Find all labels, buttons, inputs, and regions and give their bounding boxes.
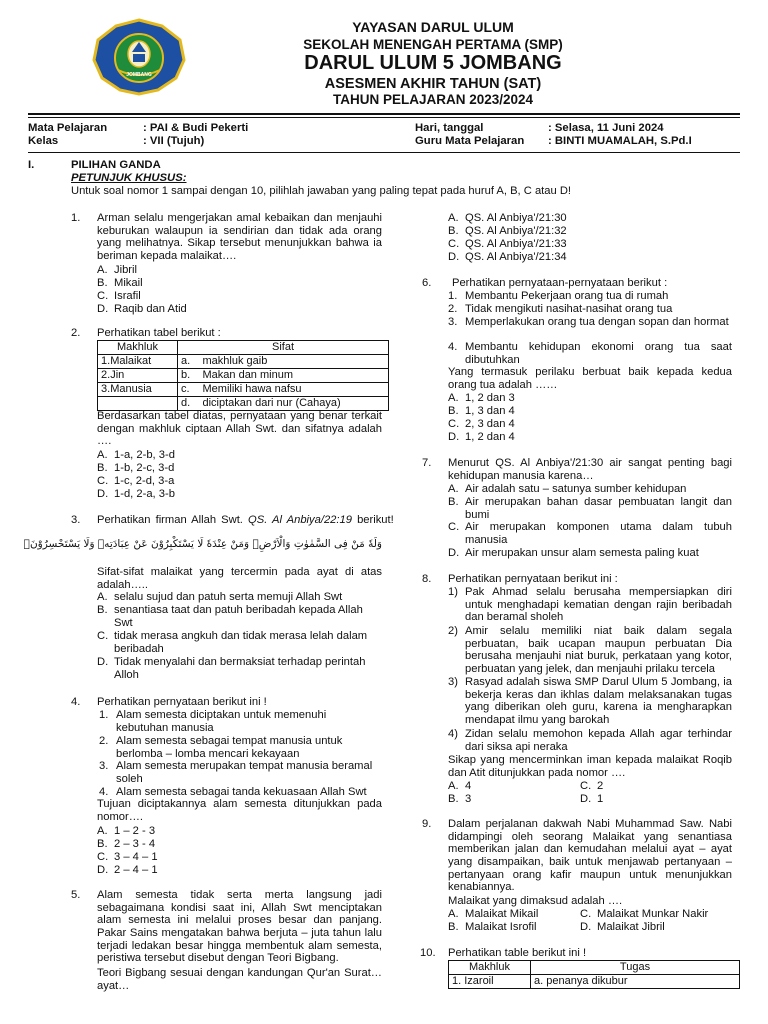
table-header: Sifat <box>178 341 389 355</box>
option: B. QS. Al Anbiya'/21:32 <box>448 225 567 237</box>
option: D. Air merupakan unsur alam semesta paling kuat <box>448 547 699 559</box>
option: A. Jibril <box>97 264 137 276</box>
question-text: Dalam perjalanan dakwah Nabi Muhammad Saw. Nabi didampingi oleh seorang Malaikat yang senantiasa memberikan jalan dan kemudahan melalui ayat – ayat yang disampaikan, baik untuk menjawab pertanyaan – pertanyaan orang kafir maupun untuk menunjukkan kenabiannya. <box>448 818 732 894</box>
option: B. 1, 3 dan 4 <box>448 405 515 417</box>
option: C. 1-c, 2-d, 3-a <box>97 475 175 487</box>
subject-value: : PAI & Budi Pekerti <box>143 122 249 134</box>
arabic-verse: وَلَهٗ مَنْ فِى السَّمٰوٰتِ وَالْاَرْضِۗ وَمَنْ عِنْدَهٗ لَا يَسْتَكْبِرُوْنَ عَنْ عِبَادَتِهٖ وَلَا يَسْتَحْسِرُوْنَۚ <box>23 538 382 550</box>
option: A. selalu sujud dan patuh serta memuji Allah Swt <box>97 591 343 603</box>
option: D. Raqib dan Atid <box>97 303 187 315</box>
option: D. Tidak menyalahi dan bermaksiat terhadap perintah Alloh <box>97 656 366 681</box>
question-number: 8. <box>422 573 432 585</box>
option: C. tidak merasa angkuh dan tidak merasa lelah dalam beribadah <box>97 630 368 655</box>
subject-label: Mata Pelajaran <box>28 122 108 134</box>
foundation-name: YAYASAN DARUL ULUM <box>352 19 514 35</box>
table-header: Makhluk <box>98 341 178 355</box>
option: A. Air adalah satu – satunya sumber kehidupan <box>448 483 687 495</box>
class-value: : VII (Tujuh) <box>143 135 205 147</box>
class-label: Kelas <box>28 135 59 147</box>
question-number: 5. <box>71 889 81 901</box>
duty-table <box>448 960 740 989</box>
question-text: Perhatikan tabel berikut : <box>97 327 221 339</box>
option: A. QS. Al Anbiya'/21:30 <box>448 212 567 224</box>
table-row: 1. Izaroil a. penanya dikubur <box>449 975 740 989</box>
section-number: I. <box>28 159 35 171</box>
table-row: 1.Malaikat a. makhluk gaib <box>98 355 389 369</box>
academic-year: TAHUN PELAJARAN 2023/2024 <box>332 92 534 107</box>
option: A. 4 <box>448 780 472 792</box>
option: B. Air merupakan bahan dasar pembuatan langit dan bumi <box>448 496 732 521</box>
option: D. Malaikat Jibril <box>580 921 665 933</box>
statement-item: 1. Membantu Pekerjaan orang tua di rumah <box>448 290 669 302</box>
question-followup: Yang termasuk perilaku berbuat baik kepada kedua orang tua adalah …… <box>448 366 732 391</box>
question-text-2: Teori Bigbang sesuai dengan kandungan Qur'an Surat…ayat… <box>97 967 382 992</box>
exam-title: ASESMEN AKHIR TAHUN (SAT) <box>324 76 542 92</box>
option: B. 3 <box>448 793 472 805</box>
statement-item: 1. Alam semesta diciptakan untuk memenuhi kebutuhan manusia <box>99 709 327 734</box>
statement-item: 4. Membantu kehidupan ekonomi orang tua saat dibutuhkan <box>448 341 732 366</box>
school-logo <box>92 18 186 96</box>
statement-item: 2) Amir selalu memiliki niat baik dalam segala perbuatan, baik ucapan maupun perbuatan Dia berusaha menjauhi niat buruk, perkataan yang kotor, perbuatan yang jelek, dan menjauhi prilaku tercela <box>448 625 732 675</box>
question-text: Perhatikan pernyataan berikut ini : <box>448 573 618 585</box>
statement-item: 4) Zidan selalu memohon kepada Allah agar terhindar dari siksa api neraka <box>448 728 732 753</box>
question-text: Menurut QS. Al Anbiya'/21:30 air sangat penting bagi kehidupan manusia karena… <box>448 457 732 482</box>
option: D. 1 <box>580 793 604 805</box>
question-number: 4. <box>71 696 81 708</box>
option: C. Air merupakan komponen utama dalam tubuh manusia <box>448 521 732 546</box>
date-label: Hari, tanggal <box>415 122 484 134</box>
option: B. Mikail <box>97 277 143 289</box>
question-text: Perhatikan pernyataan-pernyataan berikut : <box>452 277 668 289</box>
info-rule <box>28 152 740 153</box>
petunjuk-khusus: PETUNJUK KHUSUS: <box>71 172 187 184</box>
question-text-2: Malaikat yang dimaksud adalah …. <box>448 895 623 907</box>
question-followup: Berdasarkan tabel diatas, pernyataan yang benar terkait dengan makhluk ciptaan Allah Swt. dan sifatnya adalah …. <box>97 410 382 448</box>
option: A. Malaikat Mikail <box>448 908 539 920</box>
option: A. 1, 2 dan 3 <box>448 392 515 404</box>
table-row: 3.Manusia c. Memiliki hawa nafsu <box>98 383 389 397</box>
teacher-value: : BINTI MUAMALAH, S.Pd.I <box>548 135 692 147</box>
option: C. 2 <box>580 780 604 792</box>
date-value: : Selasa, 11 Juni 2024 <box>548 122 664 134</box>
section-instruction: Untuk soal nomor 1 sampai dengan 10, pilihlah jawaban yang paling tepat pada huruf A, B, C atau D! <box>71 185 572 197</box>
statement-item: 2. Alam semesta sebagai tempat manusia untuk berlomba – lomba mencari kekayaan <box>99 735 343 760</box>
question-followup: Sifat-sifat malaikat yang tercermin pada ayat di atas adalah….. <box>97 566 382 591</box>
header-rule-thick <box>28 113 740 115</box>
school-name: DARUL ULUM 5 JOMBANG <box>304 52 562 74</box>
question-text: Perhatikan firman Allah Swt. QS. Al Anbiya/22:19 berikut! <box>97 514 394 526</box>
option: B. 1-b, 2-c, 3-d <box>97 462 175 474</box>
statement-item: 1) Pak Ahmad selalu berusaha mempersiapkan diri untuk menghadapi kematian dengan rajin beribadah dan beramal sholeh <box>448 586 732 624</box>
school-level: SEKOLAH MENENGAH PERTAMA (SMP) <box>303 37 563 52</box>
header-rule-thin <box>28 117 740 118</box>
statement-item: 3. Memperlakukan orang tua dengan sopan dan hormat <box>448 316 729 328</box>
option: C. 3 – 4 – 1 <box>97 851 158 863</box>
question-text: Alam semesta tidak serta merta langsung jadi sebagaimana kondisi saat ini, Allah Swt menciptakan alam semesta ini melalui proses besar dan panjang. Pakar Sains mengatakan bahwa berjuta – juta tahun lalu terjadi ledakan besar hingga membentuk alam semesta, peristiwa tersebut disebut dengan Teori Bigbang. <box>97 889 382 965</box>
question-number: 1. <box>71 212 81 224</box>
question-number: 3. <box>71 514 81 526</box>
table-header: Tugas <box>531 961 740 975</box>
option: D. QS. Al Anbiya'/21:34 <box>448 251 567 263</box>
question-number: 10. <box>420 947 436 959</box>
question-number: 6. <box>422 277 432 289</box>
statement-item: 2. Tidak mengikuti nasihat-nasihat orang tua <box>448 303 673 315</box>
statement-item: 3. Alam semesta merupakan tempat manusia beramal soleh <box>99 760 373 785</box>
option: C. QS. Al Anbiya'/21:33 <box>448 238 567 250</box>
table-row: 2.Jin b. Makan dan minum <box>98 369 389 383</box>
section-title: PILIHAN GANDA <box>71 159 161 171</box>
question-text: Perhatikan pernyataan berikut ini ! <box>97 696 267 708</box>
creature-table <box>97 340 389 411</box>
option: A. 1 – 2 - 3 <box>97 825 156 837</box>
option: B. Malaikat Isrofil <box>448 921 537 933</box>
option: D. 1-d, 2-a, 3-b <box>97 488 175 500</box>
option: C. 2, 3 dan 4 <box>448 418 515 430</box>
question-number: 2. <box>71 327 81 339</box>
option: A. 1-a, 2-b, 3-d <box>97 449 175 461</box>
statement-item: 3) Rasyad adalah siswa SMP Darul Ulum 5 Jombang, ia bekerja keras dan ikhlas dalam melaksanakan tugas yang diberikan oleh guru, karena ia mengharapkan mendapat ilmu yang barokah <box>448 676 732 726</box>
logo-text: JOMBANG <box>126 72 152 78</box>
table-header: Makhluk <box>449 961 531 975</box>
teacher-label: Guru Mata Pelajaran <box>415 135 525 147</box>
question-number: 7. <box>422 457 432 469</box>
question-number: 9. <box>422 818 432 830</box>
option: D. 1, 2 dan 4 <box>448 431 515 443</box>
option: C. Israfil <box>97 290 141 302</box>
option: D. 2 – 4 – 1 <box>97 864 158 876</box>
option: B. senantiasa taat dan patuh beribadah kepada Allah Swt <box>97 604 363 629</box>
table-row: d. diciptakan dari nur (Cahaya) <box>98 397 389 411</box>
question-text: Perhatikan table berikut ini ! <box>448 947 587 959</box>
statement-item: 4. Alam semesta sebagai tanda kekuasaan Allah Swt <box>99 786 367 798</box>
option: B. 2 – 3 - 4 <box>97 838 156 850</box>
question-followup: Sikap yang mencerminkan iman kepada malaikat Roqib dan Atit ditunjukkan pada nomor …. <box>448 754 732 779</box>
option: C. Malaikat Munkar Nakir <box>580 908 709 920</box>
question-followup: Tujuan diciptakannya alam semesta ditunjukkan pada nomor…. <box>97 798 382 823</box>
question-text: Arman selalu mengerjakan amal kebaikan dan menjauhi keburukan walaupun ia sendirian dan tidak ada orang yang melihatnya. Sikap tersebut menunjukkan bahwa ia beriman kepada malaikat…. <box>97 212 382 262</box>
